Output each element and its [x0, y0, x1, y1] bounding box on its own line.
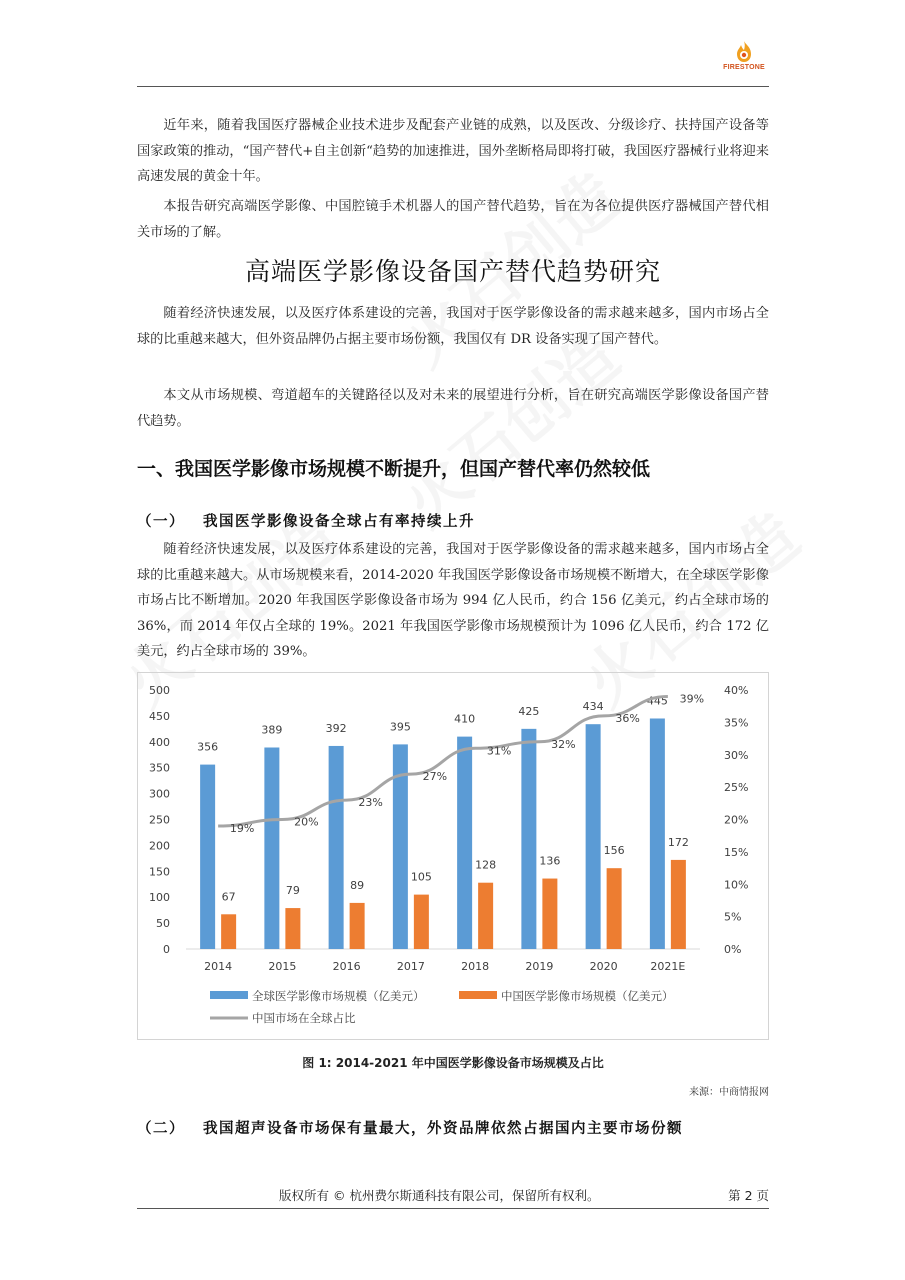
- y-tick-label: 500: [149, 684, 170, 697]
- intro-paragraph: 近年来，随着我国医疗器械企业技术进步及配套产业链的成熟，以及医改、分级诊疗、扶持国产设备等国家政策的推动，“国产替代+自主创新“趋势的加速推进，国外垄断格局即将打破，我国医疗器械行业将迎来高速发展的黄金十年。: [137, 118, 769, 184]
- bar-global: [264, 747, 279, 949]
- data-label-global: 395: [389, 720, 411, 734]
- y-tick-label: 50: [156, 917, 170, 931]
- bar-global: [586, 724, 601, 949]
- data-label-global: 389: [261, 723, 283, 737]
- legend-swatch-global: [210, 991, 248, 999]
- data-label-share: 19%: [229, 821, 255, 835]
- legend-label-china: 中国医学影像市场规模（亿美元）: [501, 989, 674, 1003]
- y2-tick-label: 40%: [724, 684, 749, 697]
- x-tick-label: 2016: [332, 960, 361, 973]
- y2-tick-label: 5%: [724, 910, 742, 924]
- x-tick-label: 2015: [268, 960, 297, 973]
- footer-copyright: 版权所有 © 杭州费尔斯通科技有限公司，保留所有权利。: [279, 1188, 600, 1203]
- subsection-heading: [137, 1117, 683, 1138]
- x-tick-label: 2018: [461, 960, 490, 973]
- y-tick-label: 400: [149, 735, 170, 749]
- body-paragraph: 本文从市场规模、弯道超车的关键路径以及对未来的展望进行分析，旨在研究高端医学影像设备国产替代趋势。: [137, 388, 769, 429]
- bar-china: [350, 903, 365, 949]
- data-label-china: 105: [410, 870, 432, 884]
- data-label-china: 128: [475, 858, 497, 872]
- body-paragraph: 随着经济快速发展，以及医疗体系建设的完善，我国对于医学影像设备的需求越来越多，国内市场占全球的比重越来越大，但外资品牌仍占据主要市场份额，我国仅有 DR 设备实现了国产替代。: [137, 306, 769, 347]
- data-label-global: 392: [325, 721, 347, 735]
- data-label-china: 89: [350, 878, 365, 892]
- data-label-global: 445: [646, 694, 668, 708]
- y2-tick-label: 20%: [724, 813, 749, 827]
- y-tick-label: 350: [149, 761, 170, 775]
- subsection-title: 我国医学影像设备全球占有率持续上升: [203, 514, 475, 530]
- data-label-global: 434: [582, 700, 604, 714]
- y-tick-label: 0: [163, 943, 170, 956]
- data-label-china: 156: [603, 844, 625, 858]
- bar-global: [650, 718, 665, 949]
- bar-china: [221, 914, 236, 949]
- data-label-share: 32%: [551, 737, 576, 751]
- data-label-global: 425: [518, 704, 540, 718]
- legend-swatch-china: [459, 991, 497, 999]
- y2-tick-label: 15%: [724, 845, 749, 859]
- y2-tick-label: 35%: [724, 716, 749, 730]
- y-tick-label: 450: [149, 709, 170, 723]
- x-tick-label: 2021E: [650, 960, 686, 973]
- x-tick-label: 2014: [204, 960, 233, 973]
- legend-label-global: 全球医学影像市场规模（亿美元）: [252, 989, 425, 1003]
- y-tick-label: 100: [149, 891, 170, 905]
- data-label-china: 67: [221, 890, 236, 904]
- chart-svg: [138, 673, 770, 1041]
- legend-label-share: 中国市场在全球占比: [252, 1011, 356, 1025]
- data-label-share: 39%: [679, 692, 705, 706]
- section-heading: 一、我国医学影像市场规模不断提升，但国产替代率仍然较低: [137, 458, 651, 480]
- footer-rule: [137, 1208, 769, 1209]
- data-label-global: 410: [454, 712, 476, 726]
- figure-source: 来源：中商情报网: [689, 1087, 769, 1098]
- subsection-heading: [137, 510, 475, 531]
- logo-text: FIRESTONE: [723, 64, 765, 71]
- x-tick-label: 2017: [396, 960, 425, 973]
- data-label-share: 20%: [294, 815, 319, 829]
- x-tick-label: 2020: [589, 960, 618, 973]
- y2-tick-label: 0%: [724, 943, 742, 956]
- subsection-paragraph: 随着经济快速发展，以及医疗体系建设的完善，我国对于医学影像设备的需求越来越多，国内市场占全球的比重越来越大。从市场规模来看，2014-2020 年我国医学影像设备市场规模不断增大，在全球医学影像市场占比不断增加。2020 年我国医学影像设备市场为 994 亿人民币，约合 156 亿美元，约占全球市场的 36%，而 2014 年仅占全球的 19%。2021 年我国医学影像市场规模预计为 1096 亿人民币，约合 172 亿美元，约占全球市场的 39%。: [137, 542, 769, 659]
- page-title: 高端医学影像设备国产替代趋势研究: [244, 257, 661, 286]
- data-label-share: 31%: [486, 744, 512, 758]
- footer-page-number: 第 2 页: [728, 1188, 769, 1203]
- intro-paragraph: 本报告研究高端医学影像、中国腔镜手术机器人的国产替代趋势，旨在为各位提供医疗器械国产替代相关市场的了解。: [137, 199, 769, 240]
- bar-china: [607, 868, 622, 949]
- data-label-share: 36%: [615, 711, 640, 725]
- figure-caption: 图 1: 2014-2021 年中国医学影像设备市场规模及占比: [302, 1056, 604, 1070]
- subsection-title: 我国超声设备市场保有量最大，外资品牌依然占据国内主要市场份额: [203, 1121, 683, 1137]
- y-tick-label: 150: [149, 865, 170, 879]
- subsection-number: （二）: [137, 1121, 185, 1137]
- bar-china: [671, 860, 686, 949]
- subsection-number: （一）: [137, 514, 185, 530]
- header-rule: [137, 86, 769, 87]
- firestone-logo: [714, 40, 774, 71]
- y-tick-label: 200: [149, 839, 170, 853]
- market-size-chart: [137, 672, 769, 1040]
- bar-global: [457, 737, 472, 949]
- bar-china: [285, 908, 300, 949]
- y-tick-label: 300: [149, 787, 170, 801]
- y-tick-label: 250: [149, 813, 170, 827]
- y2-tick-label: 25%: [724, 781, 749, 795]
- data-label-share: 23%: [358, 796, 383, 810]
- data-label-china: 136: [539, 854, 561, 868]
- data-label-china: 79: [285, 884, 300, 898]
- data-label-global: 356: [197, 740, 219, 754]
- bar-global: [200, 765, 215, 949]
- bar-china: [542, 879, 557, 949]
- data-label-share: 27%: [422, 770, 448, 784]
- bar-china: [478, 883, 493, 949]
- bar-global: [329, 746, 344, 949]
- flame-icon: [733, 40, 755, 64]
- bar-global: [521, 729, 536, 949]
- y2-tick-label: 10%: [724, 878, 749, 892]
- data-label-china: 172: [667, 835, 689, 849]
- bar-china: [414, 895, 429, 949]
- x-tick-label: 2019: [525, 960, 554, 973]
- y2-tick-label: 30%: [724, 748, 749, 762]
